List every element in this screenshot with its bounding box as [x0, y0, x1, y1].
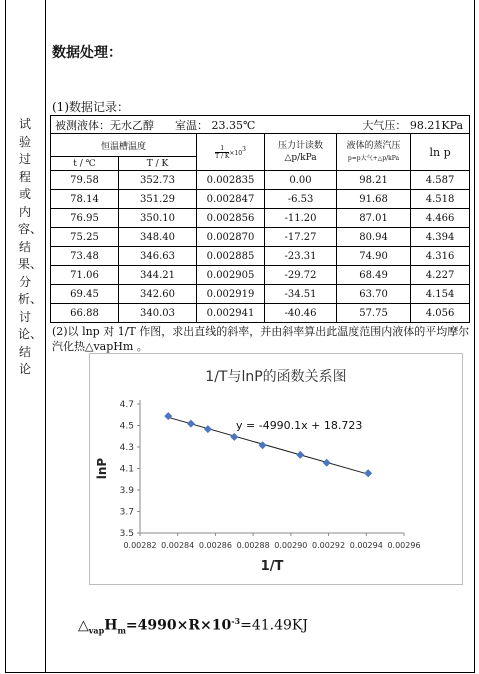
table-cell: -6.53	[265, 190, 337, 209]
table-cell: 351.29	[119, 190, 197, 209]
table-cell: -23.31	[265, 247, 337, 266]
x-tick-label: 0.00282	[123, 541, 157, 550]
delta-symbol: △	[78, 617, 89, 634]
data-point	[187, 420, 195, 428]
data-point	[230, 433, 238, 441]
table-cell: 4.056	[411, 304, 470, 323]
table-row	[51, 171, 470, 190]
table-cell: 4.587	[411, 171, 470, 190]
table-cell: -34.51	[265, 285, 337, 304]
vap-subscript: vap	[88, 625, 105, 636]
header-vapor: 液体的蒸汽压 p=p大气+△p/kPa	[337, 134, 411, 171]
data-table	[50, 115, 470, 323]
x-tick-label: 0.00294	[349, 541, 383, 550]
table-cell: 4.154	[411, 285, 470, 304]
header-inverse-T	[197, 134, 265, 171]
table-cell: 66.88	[51, 304, 119, 323]
x-tick-label: 0.00286	[198, 541, 232, 550]
header-gauge: 压力计读数△p/kPa	[265, 134, 337, 171]
y-tick-label: 4.1	[119, 464, 134, 475]
table-cell: 0.002856	[197, 209, 265, 228]
H-symbol: H	[104, 617, 118, 634]
table-cell: 340.03	[119, 304, 197, 323]
section-heading: 数据处理：	[52, 45, 122, 61]
atmospheric-pressure: 大气压： 98.21KPa	[265, 116, 470, 134]
table-cell: 4.227	[411, 266, 470, 285]
table-cell: 350.10	[119, 209, 197, 228]
sidebar-text: 试验过程或内容、结果、分析、讨论、结论	[18, 117, 43, 376]
header-lnp: ln p	[411, 134, 470, 171]
table-cell: 0.00	[265, 171, 337, 190]
m-subscript: m	[117, 625, 126, 636]
header-bath-temp: 恒温槽温度	[51, 134, 197, 157]
table-cell: 69.45	[51, 285, 119, 304]
table-cell: 91.68	[337, 190, 411, 209]
table-cell: 68.49	[337, 266, 411, 285]
scatter-chart	[90, 354, 462, 584]
table-cell: 0.002919	[197, 285, 265, 304]
formula-expression: =4990×R×10	[125, 617, 232, 634]
header-t-celsius: t / ℃	[51, 157, 119, 171]
table-cell: -17.27	[265, 228, 337, 247]
table-info-row	[51, 116, 470, 134]
data-point	[204, 425, 212, 433]
table-cell: 4.518	[411, 190, 470, 209]
table-row	[51, 285, 470, 304]
table-cell: 75.25	[51, 228, 119, 247]
table-cell: 0.002905	[197, 266, 265, 285]
data-point	[364, 469, 372, 477]
inv-num: 1	[215, 145, 229, 153]
x-tick-label: 0.00290	[274, 541, 308, 550]
y-tick-label: 4.3	[119, 443, 134, 453]
table-cell: 0.002870	[197, 228, 265, 247]
table-cell: 87.01	[337, 209, 411, 228]
table-cell: 0.002885	[197, 247, 265, 266]
table-cell: 0.002847	[197, 190, 265, 209]
table-cell: 348.40	[119, 228, 197, 247]
data-point	[296, 451, 304, 459]
exponent: -3	[231, 616, 241, 626]
x-axis-label: 1/T	[260, 559, 284, 574]
column-divider	[45, 0, 46, 672]
header-T-kelvin: T / K	[119, 157, 197, 171]
table-cell: 74.90	[337, 247, 411, 266]
y-tick-label: 4.5	[119, 421, 134, 432]
inv-exp: ×10	[229, 149, 243, 157]
header-vapor-formula: p=p大气+△p/kPa	[347, 154, 400, 162]
table-cell: 0.002835	[197, 171, 265, 190]
table-row	[51, 304, 470, 323]
x-tick-label: 0.00296	[387, 541, 421, 550]
table-cell: 346.63	[119, 247, 197, 266]
table-cell: 342.60	[119, 285, 197, 304]
table-cell: 352.73	[119, 171, 197, 190]
table-cell: 73.48	[51, 247, 119, 266]
table-cell: -40.46	[265, 304, 337, 323]
data-record-label: (1)数据记录：	[52, 100, 129, 114]
table-row	[51, 266, 470, 285]
table-cell: 79.58	[51, 171, 119, 190]
room-temp: 室温： 23.35℃	[174, 118, 256, 132]
data-point	[323, 459, 331, 467]
y-tick-label: 4.7	[119, 400, 134, 410]
table-row	[51, 247, 470, 266]
table-cell: 98.21	[337, 171, 411, 190]
table-header-row	[51, 134, 470, 157]
table-cell: 4.394	[411, 228, 470, 247]
inv-den: T / K	[215, 152, 230, 160]
table-cell: 4.316	[411, 247, 470, 266]
data-point	[164, 412, 172, 420]
table-cell: 71.06	[51, 266, 119, 285]
table-cell: 78.14	[51, 190, 119, 209]
vaporization-enthalpy-formula	[78, 616, 308, 635]
table-row	[51, 190, 470, 209]
table-cell: 344.21	[119, 266, 197, 285]
table-cell: -11.20	[265, 209, 337, 228]
trendline-equation: y = -4990.1x + 18.723	[236, 419, 363, 432]
inv-sup: 3	[242, 145, 246, 153]
y-tick-label: 3.9	[119, 486, 134, 496]
table-cell: 0.002941	[197, 304, 265, 323]
table-row	[51, 228, 470, 247]
formula-result: =41.49KJ	[240, 617, 308, 634]
x-tick-label: 0.00288	[236, 541, 270, 550]
table-cell: 57.75	[337, 304, 411, 323]
chart-title: 1/T与lnP的函数关系图	[205, 369, 347, 385]
data-point	[259, 441, 267, 449]
table-cell: 63.70	[337, 285, 411, 304]
x-tick-label: 0.00292	[312, 541, 346, 550]
table-cell: -29.72	[265, 266, 337, 285]
liquid-label: 被测液体：无水乙醇 室温： 23.35℃	[51, 116, 265, 134]
plot-instruction: (2)以 lnp 对 1/T 作图，求出直线的斜率，并由斜率算出此温度范围内液体的平均摩尔汽化热△vapHm 。	[52, 325, 470, 353]
y-tick-label: 3.5	[119, 529, 134, 539]
sidebar-label	[10, 116, 43, 379]
table-row	[51, 209, 470, 228]
y-tick-label: 3.7	[119, 507, 134, 518]
table-cell: 4.466	[411, 209, 470, 228]
table-cell: 76.95	[51, 209, 119, 228]
y-axis-label: lnP	[95, 457, 109, 480]
chart-container	[89, 353, 463, 585]
table-cell: 80.94	[337, 228, 411, 247]
x-tick-label: 0.00284	[161, 541, 195, 550]
